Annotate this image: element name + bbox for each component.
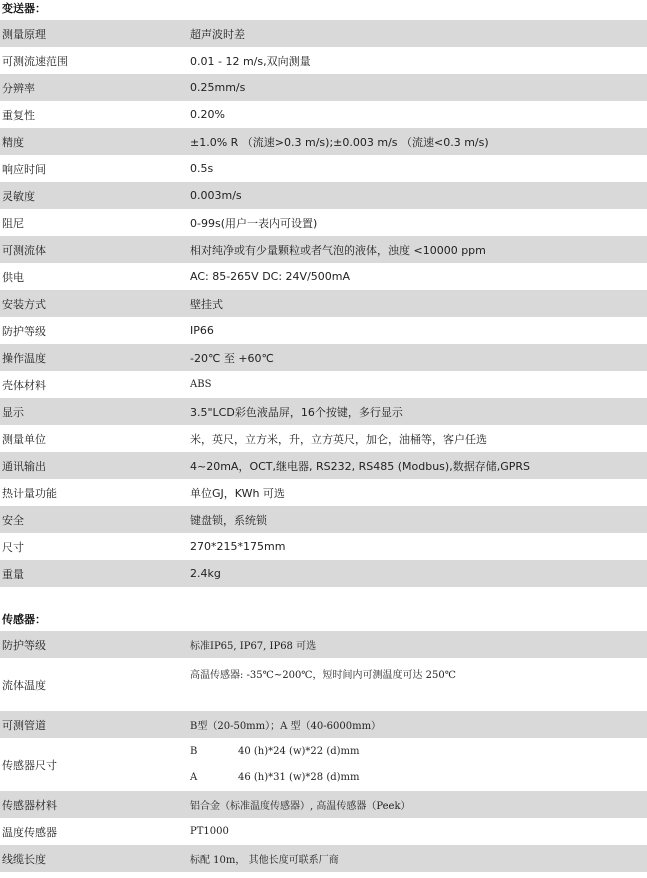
table-row bbox=[0, 344, 647, 371]
spec-key: 安装方式 bbox=[0, 290, 188, 317]
spec-value: 相对纯净或有少量颗粒或者气泡的液体，浊度 <10000 ppm bbox=[188, 236, 647, 263]
spec-value: 4~20mA，OCT,继电器, RS232, RS485 (Modbus),数据存储,GPRS bbox=[188, 452, 647, 479]
spec-key: 防护等级 bbox=[2, 324, 46, 338]
sensor-size-b bbox=[190, 739, 647, 765]
spec-key: 热计量功能 bbox=[2, 486, 57, 500]
spec-value: 超声波时差 bbox=[188, 20, 647, 47]
spec-value: 铝合金（标准温度传感器）, 高温传感器（Peek） bbox=[188, 791, 647, 818]
table-row bbox=[0, 263, 647, 290]
spec-key: 可测流体 bbox=[0, 236, 188, 263]
spec-key: 供电 bbox=[2, 270, 24, 284]
table-row bbox=[0, 371, 647, 398]
spec-value: 270*215*175mm bbox=[190, 540, 286, 553]
table-row bbox=[0, 425, 647, 452]
spec-key: 通讯输出 bbox=[0, 452, 188, 479]
spec-key: 传感器尺寸 bbox=[2, 758, 57, 772]
spec-key: 灵敏度 bbox=[0, 182, 188, 209]
sensor-spec-table bbox=[0, 631, 647, 872]
spec-key: 精度 bbox=[0, 128, 188, 155]
spec-value: AC: 85-265V DC: 24V/500mA bbox=[190, 270, 351, 283]
table-row bbox=[0, 711, 647, 738]
spec-key: 测量单位 bbox=[2, 432, 46, 446]
table-row bbox=[0, 47, 647, 74]
table-row bbox=[0, 74, 647, 101]
table-row bbox=[0, 290, 647, 317]
table-row bbox=[0, 182, 647, 209]
spec-value bbox=[188, 738, 647, 791]
spec-key: 传感器材料 bbox=[0, 791, 188, 818]
table-row bbox=[0, 791, 647, 818]
transmitter-spec-table bbox=[0, 20, 647, 587]
spec-key: 线缆长度 bbox=[0, 845, 188, 872]
spec-value: 高温传感器: -35℃~200℃，短时间内可测温度可达 250℃ bbox=[190, 670, 456, 681]
spec-value: 米，英尺，立方米，升，立方英尺，加仑，油桶等，客户任选 bbox=[190, 432, 487, 446]
sensor-size-a-label: A bbox=[190, 771, 198, 783]
spec-value: 3.5"LCD彩色液晶屏，16个按键，多行显示 bbox=[188, 398, 647, 425]
spec-value: 0.25mm/s bbox=[188, 74, 647, 101]
spec-value: 0.20% bbox=[190, 108, 225, 121]
table-row bbox=[0, 236, 647, 263]
spec-key: 安全 bbox=[0, 506, 188, 533]
section-spacer bbox=[0, 587, 647, 611]
table-row bbox=[0, 452, 647, 479]
spec-value: IP66 bbox=[190, 324, 214, 337]
table-row bbox=[0, 818, 647, 845]
table-row bbox=[0, 506, 647, 533]
spec-key: 壳体材料 bbox=[2, 378, 46, 392]
spec-key: 可测管道 bbox=[0, 711, 188, 738]
spec-key: 测量原理 bbox=[0, 20, 188, 47]
table-row bbox=[0, 631, 647, 658]
table-row bbox=[0, 479, 647, 506]
table-row bbox=[0, 398, 647, 425]
table-row bbox=[0, 155, 647, 182]
spec-value: ABS bbox=[190, 379, 212, 390]
table-row bbox=[0, 533, 647, 560]
spec-key: 尺寸 bbox=[2, 540, 24, 554]
sensor-section bbox=[0, 611, 647, 872]
spec-value: 0.5s bbox=[190, 162, 214, 175]
table-row bbox=[0, 658, 647, 711]
spec-key: 防护等级 bbox=[0, 631, 188, 658]
spec-value: 0.003m/s bbox=[188, 182, 647, 209]
table-row bbox=[0, 101, 647, 128]
spec-value: B型（20-50mm）；A 型（40-6000mm） bbox=[188, 711, 647, 738]
table-row bbox=[0, 20, 647, 47]
spec-key: 重复性 bbox=[2, 108, 35, 122]
spec-key: 重量 bbox=[0, 560, 188, 587]
spec-key: 可测流速范围 bbox=[2, 54, 68, 68]
table-row bbox=[0, 209, 647, 236]
spec-key: 分辨率 bbox=[0, 74, 188, 101]
spec-value: 0-99s(用户一表内可设置) bbox=[190, 216, 318, 230]
table-row bbox=[0, 317, 647, 344]
spec-value: 0.01 - 12 m/s,双向测量 bbox=[190, 54, 311, 68]
spec-key: 温度传感器 bbox=[2, 825, 57, 839]
spec-value: 键盘锁，系统锁 bbox=[188, 506, 647, 533]
table-row bbox=[0, 128, 647, 155]
spec-key: 阻尼 bbox=[2, 216, 24, 230]
sensor-size-b-value: 40 (h)*24 (w)*22 (d)mm bbox=[238, 745, 360, 757]
spec-value: 壁挂式 bbox=[188, 290, 647, 317]
table-row bbox=[0, 560, 647, 587]
spec-value: 2.4kg bbox=[188, 560, 647, 587]
spec-key: 流体温度 bbox=[2, 678, 46, 692]
spec-value: -20℃ 至 +60℃ bbox=[188, 344, 647, 371]
spec-value: PT1000 bbox=[190, 826, 229, 837]
spec-value: ±1.0% R （流速>0.3 m/s);±0.003 m/s （流速<0.3 m/s) bbox=[188, 128, 647, 155]
sensor-title: 传感器： bbox=[2, 613, 46, 626]
transmitter-title: 变送器： bbox=[2, 2, 46, 15]
sensor-size-a bbox=[190, 765, 647, 791]
sensor-size-b-label: B bbox=[190, 745, 198, 757]
spec-key: 操作温度 bbox=[0, 344, 188, 371]
table-row bbox=[0, 845, 647, 872]
spec-value: 单位GJ，KWh 可选 bbox=[190, 486, 285, 500]
spec-value: 标配 10m， 其他长度可联系厂商 bbox=[188, 845, 647, 872]
spec-key: 响应时间 bbox=[2, 162, 46, 176]
table-row bbox=[0, 738, 647, 791]
sensor-size-a-value: 46 (h)*31 (w)*28 (d)mm bbox=[238, 771, 360, 783]
spec-key: 显示 bbox=[0, 398, 188, 425]
spec-value: 标准IP65, IP67, IP68 可选 bbox=[188, 631, 647, 658]
